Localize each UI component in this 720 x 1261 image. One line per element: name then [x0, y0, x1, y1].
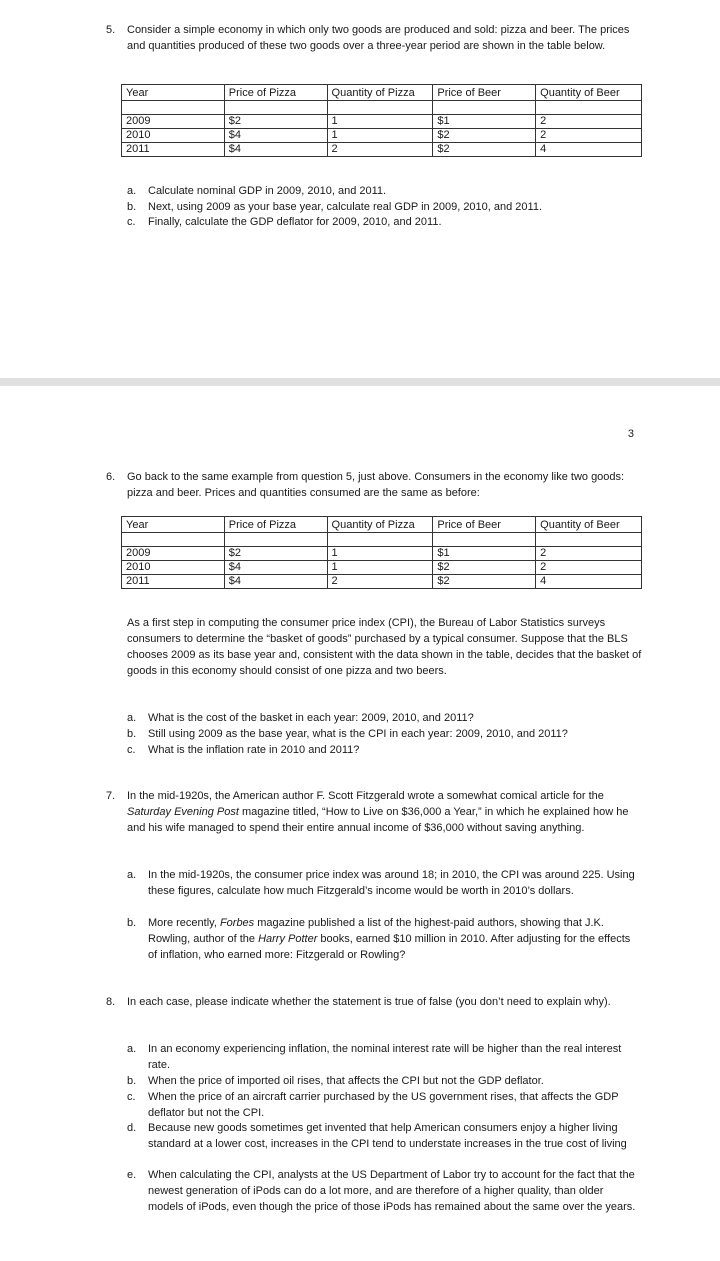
question-text: In each case, please indicate whether the statement is true of false (you don’t need to explain why). — [127, 996, 611, 1008]
part-text: Still using 2009 as the base year, what is the CPI in each year: 2009, 2010, and 2011? — [148, 728, 568, 740]
table-cell: 1 — [327, 129, 433, 143]
part-label: c. — [127, 216, 136, 228]
table-header-cell: Quantity of Pizza — [327, 517, 433, 533]
question-8-part-b — [127, 1073, 637, 1089]
table-header-cell: Year — [122, 85, 225, 101]
table-header-cell: Quantity of Beer — [536, 517, 642, 533]
question-5-part-a — [127, 183, 637, 199]
question-7-part-b — [127, 915, 637, 963]
table-cell: 2009 — [122, 115, 225, 129]
question-8-part-d — [127, 1120, 637, 1168]
table-row — [122, 575, 642, 589]
part-text: In an economy experiencing inflation, the nominal interest rate will be higher than the real interest rate. — [148, 1043, 622, 1071]
table-cell: 4 — [536, 575, 642, 589]
part-text: More recently, Forbes magazine published a list of the highest-paid authors, showing that J.K. Rowling, author of the Harry Potter books, earned $10 million in 2010. After adjusting for the effects of inflation, who earned more: Fitzgerald or Rowling? — [148, 917, 631, 961]
part-label: a. — [127, 1043, 137, 1055]
part-text: When the price of an aircraft carrier purchased by the US government rises, that affects the GDP deflator but not the CPI. — [148, 1091, 619, 1119]
table-row — [122, 129, 642, 143]
table-cell: 2 — [536, 561, 642, 575]
table-cell: $4 — [224, 143, 327, 157]
part-label: b. — [127, 201, 137, 213]
book-title: Harry Potter — [258, 933, 318, 945]
table-cell: $1 — [433, 115, 536, 129]
part-text: Finally, calculate the GDP deflator for 2009, 2010, and 2011. — [148, 216, 442, 228]
question-text: Go back to the same example from question 5, just above. Consumers in the economy like two goods: pizza and beer. Prices and quantities consumed are the same as before: — [127, 471, 625, 499]
part-text: Calculate nominal GDP in 2009, 2010, and 2011. — [148, 185, 387, 197]
part-text: Next, using 2009 as your base year, calculate real GDP in 2009, 2010, and 2011. — [148, 201, 543, 213]
table-header-cell: Year — [122, 517, 225, 533]
table-cell: 2 — [327, 143, 433, 157]
data-table-q5 — [121, 84, 642, 157]
part-label: d. — [127, 1122, 137, 1134]
question-7-part-a — [127, 867, 637, 899]
question-6-part-a — [127, 710, 637, 726]
question-5-part-c — [127, 214, 637, 230]
table-cell: 2011 — [122, 143, 225, 157]
table-cell: $4 — [224, 575, 327, 589]
question-7 — [106, 788, 646, 836]
part-text: What is the inflation rate in 2010 and 2011? — [148, 744, 360, 756]
question-8-part-e — [127, 1167, 637, 1215]
table-cell: $2 — [433, 575, 536, 589]
part-label: e. — [127, 1169, 137, 1181]
question-5-part-b — [127, 199, 637, 215]
table-cell: $4 — [224, 561, 327, 575]
table-row — [122, 547, 642, 561]
question-6-part-c — [127, 742, 637, 758]
table-cell: $2 — [224, 547, 327, 561]
part-text: Because new goods sometimes get invented that help American consumers enjoy a higher living standard at a lower cost, increases in the CPI tend to understate increases in the true cost of living — [148, 1122, 627, 1150]
part-label: a. — [127, 869, 137, 881]
part-text: When the price of imported oil rises, that affects the CPI but not the GDP deflator. — [148, 1075, 544, 1087]
table-cell: 2 — [536, 547, 642, 561]
table-spacer-row — [122, 101, 642, 115]
table-header-cell: Price of Pizza — [224, 517, 327, 533]
table-row — [122, 561, 642, 575]
table-header-cell: Quantity of Pizza — [327, 85, 433, 101]
question-5 — [106, 22, 646, 54]
table-cell: 2 — [327, 575, 433, 589]
data-table-q6 — [121, 516, 642, 589]
table-cell: 2010 — [122, 129, 225, 143]
part-text: When calculating the CPI, analysts at the US Department of Labor try to account for the fact that the newest generation of iPods can do a lot more, and are therefore of a higher quality, than older models of iPods, even though the price of those iPods has remained about the same over the years. — [148, 1169, 636, 1213]
part-label: a. — [127, 185, 137, 197]
magazine-title: Saturday Evening Post — [127, 806, 239, 818]
table-cell: 2009 — [122, 547, 225, 561]
question-number: 7. — [106, 790, 116, 802]
table-cell: 2010 — [122, 561, 225, 575]
table-cell: 2 — [536, 129, 642, 143]
part-text: What is the cost of the basket in each year: 2009, 2010, and 2011? — [148, 712, 474, 724]
table-header-cell: Price of Pizza — [224, 85, 327, 101]
part-label: b. — [127, 917, 137, 929]
table-cell: $2 — [224, 115, 327, 129]
table-cell: 1 — [327, 561, 433, 575]
table-header-row — [122, 517, 642, 533]
page-2 — [0, 386, 720, 1261]
table-cell: 1 — [327, 115, 433, 129]
table-cell: 4 — [536, 143, 642, 157]
part-label: c. — [127, 1091, 136, 1103]
question-text: Consider a simple economy in which only two goods are produced and sold: pizza and beer. The prices and quantities produced of these two goods over a three-year period are shown in the table below. — [127, 24, 630, 52]
question-number: 8. — [106, 996, 116, 1008]
part-label: b. — [127, 728, 137, 740]
question-6-part-b — [127, 726, 637, 742]
question-6 — [106, 469, 646, 501]
table-cell: 2011 — [122, 575, 225, 589]
table-cell: $1 — [433, 547, 536, 561]
part-label: a. — [127, 712, 137, 724]
question-8-part-a — [127, 1041, 637, 1073]
table-row — [122, 143, 642, 157]
question-number: 6. — [106, 471, 116, 483]
question-6-paragraph: As a first step in computing the consumer price index (CPI), the Bureau of Labor Statistics surveys consumers to determine the “basket of goods” purchased by a typical consumer. Suppose that the BLS chooses 2009 as its base year and, consistent with the data shown in the table, decides that the basket of goods in this economy should consist of one pizza and two beers. — [127, 617, 642, 677]
part-label: b. — [127, 1075, 137, 1087]
table-cell: $2 — [433, 561, 536, 575]
question-text: In the mid-1920s, the American author F. Scott Fitzgerald wrote a somewhat comical article for the Saturday Evening Post magazine titled, “How to Live on $36,000 a Year,” in which he explained how he and his wife managed to spend their entire annual income of $36,000 without saving anything. — [127, 790, 629, 834]
table-header-cell: Price of Beer — [433, 517, 536, 533]
table-row — [122, 115, 642, 129]
table-cell: $2 — [433, 143, 536, 157]
part-label: c. — [127, 744, 136, 756]
table-cell: 1 — [327, 547, 433, 561]
question-number: 5. — [106, 24, 116, 36]
question-8-part-c — [127, 1089, 637, 1121]
table-cell: 2 — [536, 115, 642, 129]
table-header-row — [122, 85, 642, 101]
table-header-cell: Quantity of Beer — [536, 85, 642, 101]
page-number: 3 — [627, 428, 634, 440]
question-8 — [106, 994, 646, 1010]
page-separator — [0, 378, 720, 386]
table-cell: $4 — [224, 129, 327, 143]
table-cell: $2 — [433, 129, 536, 143]
table-spacer-row — [122, 533, 642, 547]
magazine-title: Forbes — [219, 917, 255, 929]
table-header-cell: Price of Beer — [433, 85, 536, 101]
part-text: In the mid-1920s, the consumer price index was around 18; in 2010, the CPI was around 225. Using these figures, calculate how much Fitzgerald’s income would be worth in 2010’s dollars. — [148, 869, 635, 897]
page-1 — [0, 0, 720, 378]
